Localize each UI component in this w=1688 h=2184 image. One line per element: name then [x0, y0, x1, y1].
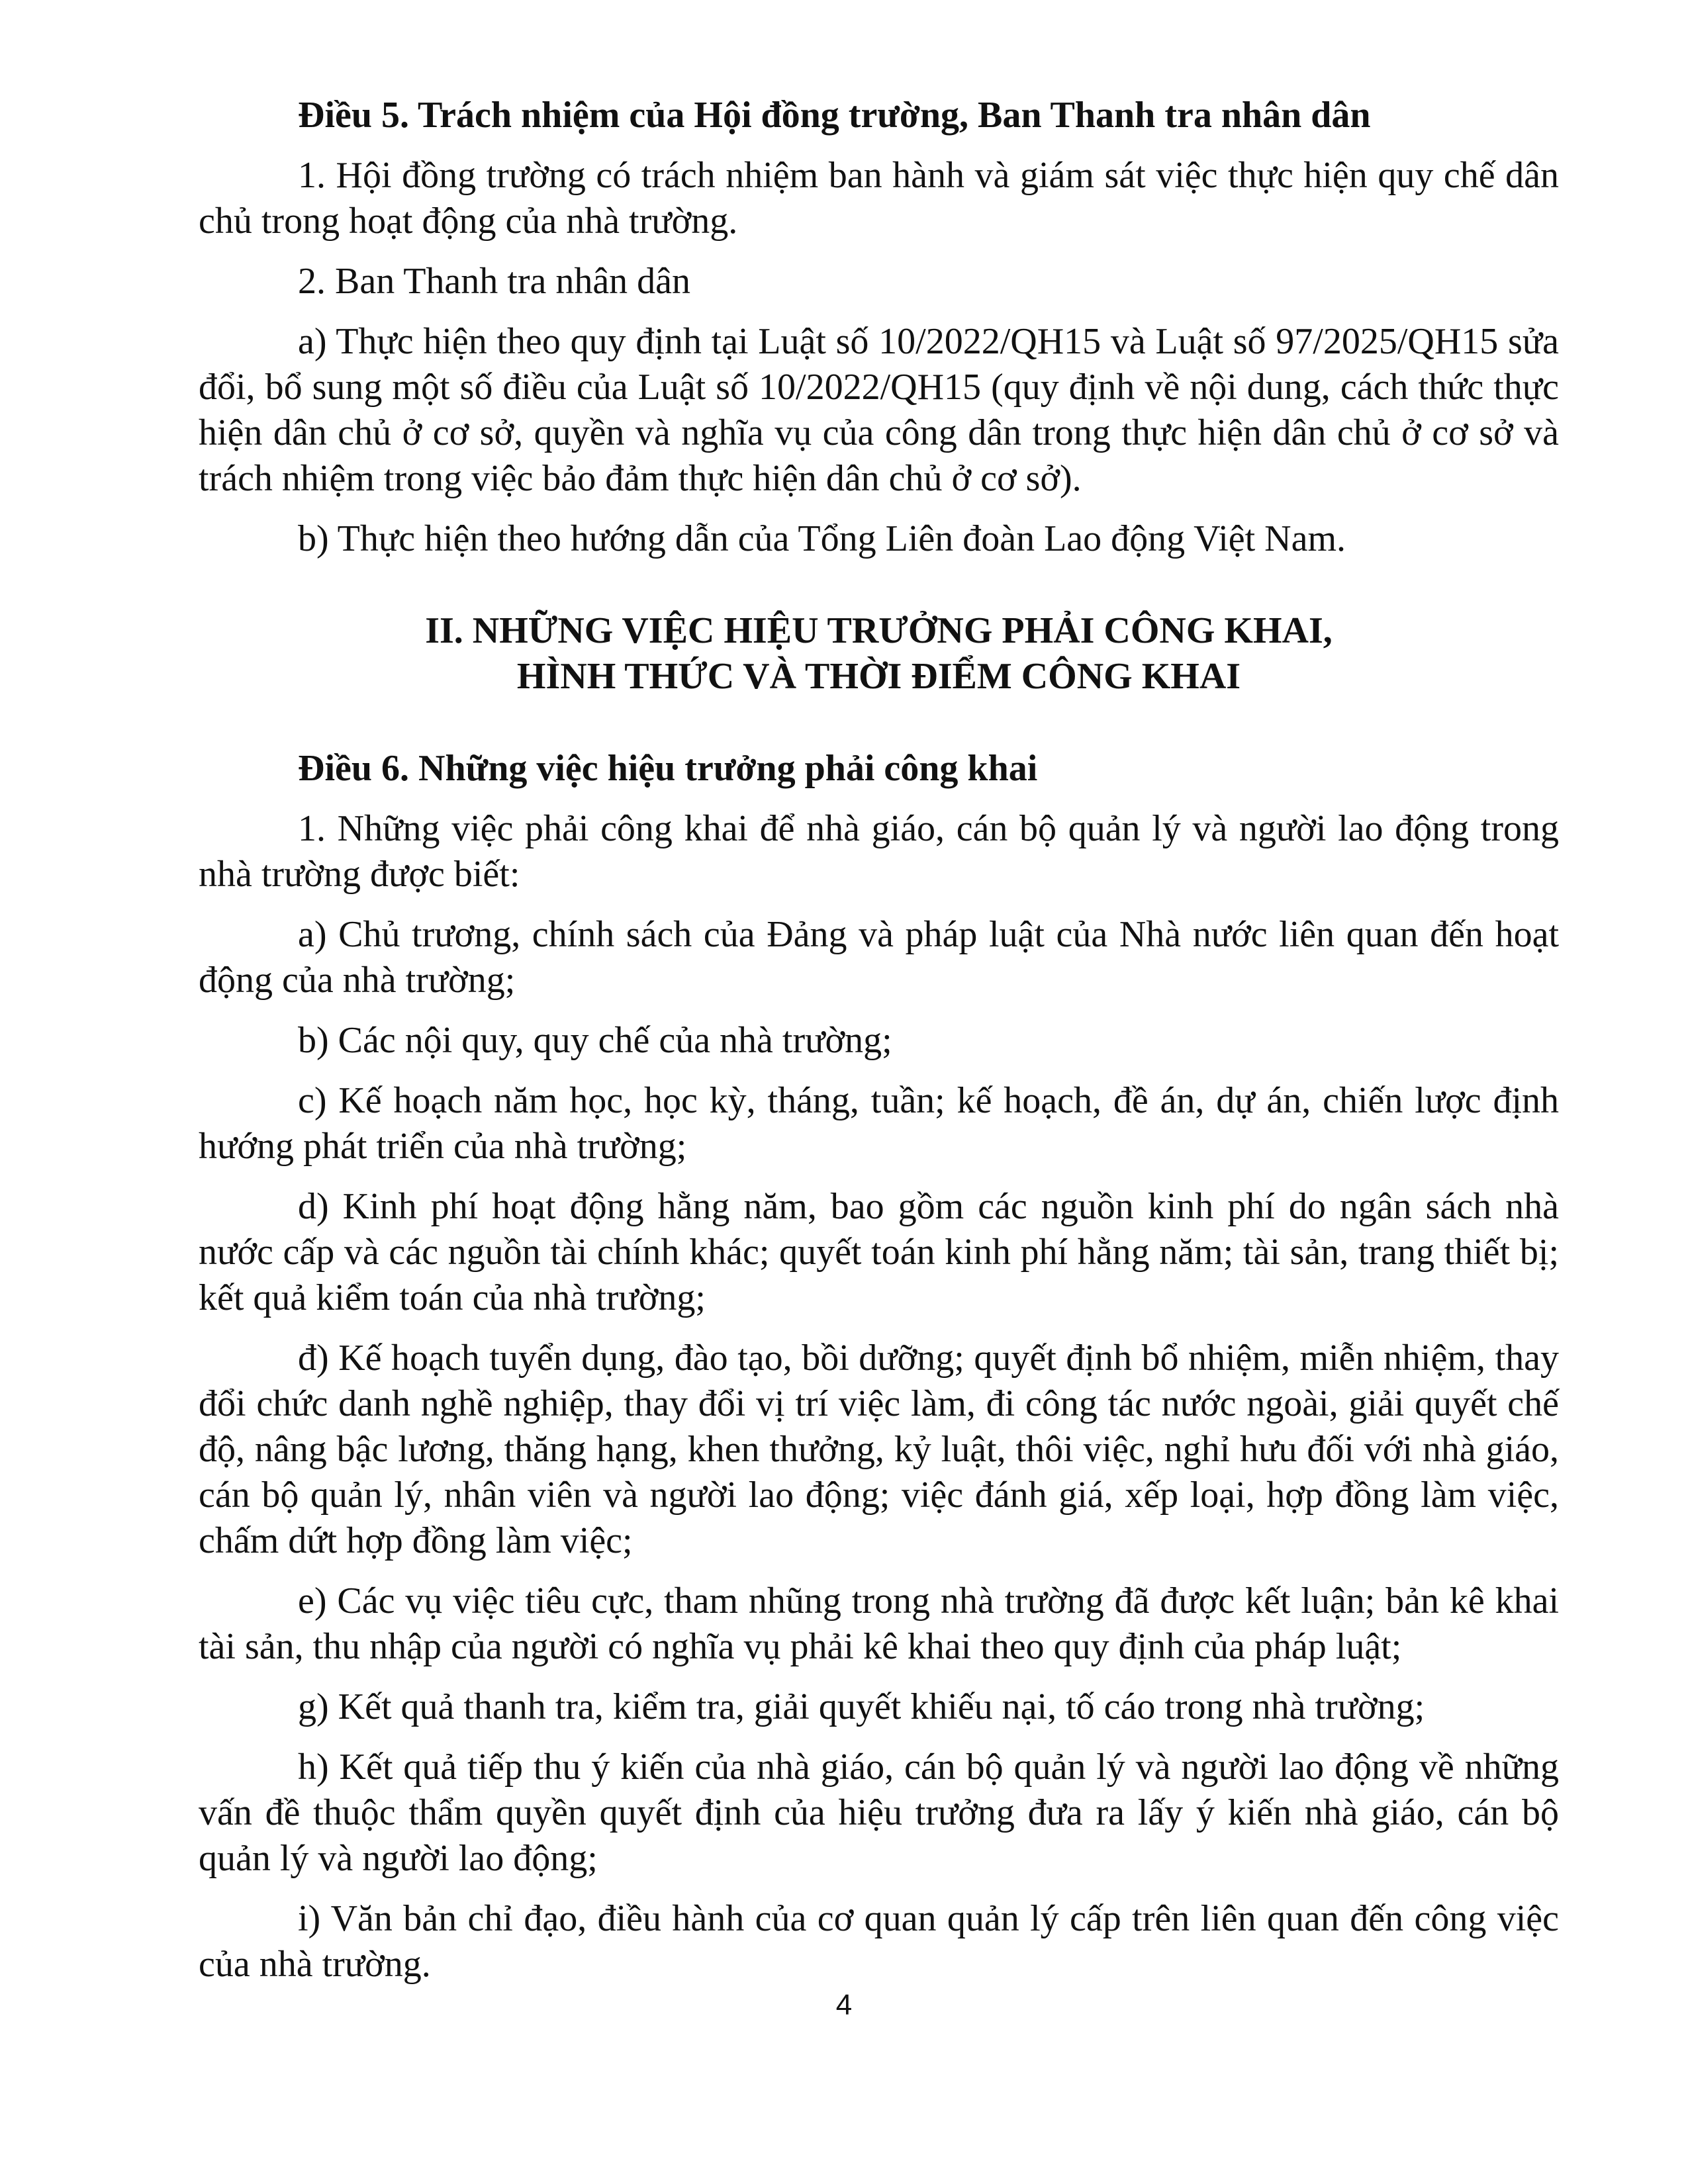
article-6-title: Điều 6. Những việc hiệu trưởng phải công khai — [298, 748, 1038, 789]
article-5-clause-2b: b) Thực hiện theo hướng dẫn của Tổng Liên đoàn Lao động Việt Nam. — [298, 518, 1346, 559]
article-5-clause-2a: a) Thực hiện theo quy định tại Luật số 10/2022/QH15 và Luật số 97/2025/QH15 sửa đổi, bổ sung một số điều của Luật số 10/2022/QH15 (quy định về nội dung, cách thức thực hiện dân chủ ở cơ sở, quyền và nghĩa vụ của công dân trong thực hiện dân chủ ở cơ sở và trách nhiệm trong việc bảo đảm thực hiện dân chủ ở cơ sở). — [199, 321, 1559, 499]
article-5-clause-1: 1. Hội đồng trường có trách nhiệm ban hành và giám sát việc thực hiện quy chế dân chủ trong hoạt động của nhà trường. — [199, 155, 1559, 242]
article-6-item-g: g) Kết quả thanh tra, kiểm tra, giải quyết khiếu nại, tố cáo trong nhà trường; — [298, 1686, 1425, 1727]
article-6-clause-1: 1. Những việc phải công khai để nhà giáo, cán bộ quản lý và người lao động trong nhà trường được biết: — [199, 808, 1559, 895]
article-6-item-i: i) Văn bản chỉ đạo, điều hành của cơ quan quản lý cấp trên liên quan đến công việc của nhà trường. — [199, 1898, 1559, 1985]
section-2-heading — [199, 608, 1559, 700]
page-number: 4 — [835, 1989, 853, 2021]
article-6-item-h: h) Kết quả tiếp thu ý kiến của nhà giáo, cán bộ quản lý và người lao động về những vấn đề thuộc thẩm quyền quyết định của hiệu trưởng đưa ra lấy ý kiến nhà giáo, cán bộ quản lý và người lao động; — [199, 1747, 1559, 1879]
section-2-heading-line-2: HÌNH THỨC VÀ THỜI ĐIỂM CÔNG KHAI — [516, 656, 1241, 697]
document-page — [199, 93, 1559, 2002]
article-6-item-a: a) Chủ trương, chính sách của Đảng và pháp luật của Nhà nước liên quan đến hoạt động của nhà trường; — [199, 914, 1559, 1001]
section-2-heading-line-1: II. NHỮNG VIỆC HIỆU TRƯỞNG PHẢI CÔNG KHAI, — [425, 610, 1333, 651]
article-6-item-d: d) Kinh phí hoạt động hằng năm, bao gồm các nguồn kinh phí do ngân sách nhà nước cấp và các nguồn tài chính khác; quyết toán kinh phí hằng năm; tài sản, trang thiết bị; kết quả kiểm toán của nhà trường; — [199, 1186, 1559, 1318]
article-6-item-c: c) Kế hoạch năm học, học kỳ, tháng, tuần; kế hoạch, đề án, dự án, chiến lược định hướng phát triển của nhà trường; — [199, 1080, 1559, 1167]
article-6-item-dd: đ) Kế hoạch tuyển dụng, đào tạo, bồi dưỡng; quyết định bổ nhiệm, miễn nhiệm, thay đổi chức danh nghề nghiệp, thay đổi vị trí việc làm, đi công tác nước ngoài, giải quyết chế độ, nâng bậc lương, thăng hạng, khen thưởng, kỷ luật, thôi việc, nghỉ hưu đối với nhà giáo, cán bộ quản lý, nhân viên và người lao động; việc đánh giá, xếp loại, hợp đồng làm việc, chấm dứt hợp đồng làm việc; — [199, 1338, 1559, 1561]
article-5-clause-2: 2. Ban Thanh tra nhân dân — [298, 261, 691, 302]
article-6-item-e: e) Các vụ việc tiêu cực, tham nhũng trong nhà trường đã được kết luận; bản kê khai tài sản, thu nhập của người có nghĩa vụ phải kê khai theo quy định của pháp luật; — [199, 1580, 1559, 1667]
article-5-title: Điều 5. Trách nhiệm của Hội đồng trường, Ban Thanh tra nhân dân — [298, 95, 1371, 136]
article-6-item-b: b) Các nội quy, quy chế của nhà trường; — [298, 1020, 892, 1061]
